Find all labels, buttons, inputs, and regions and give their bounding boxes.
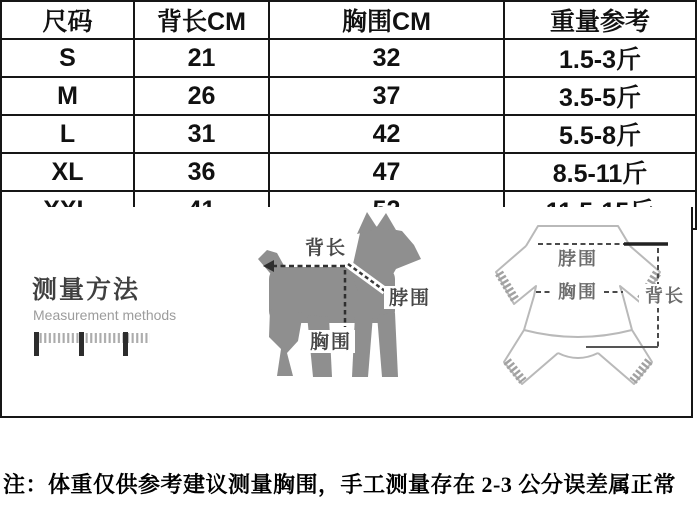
size-table [0, 0, 697, 230]
cell-weight: 3.5-5斤 [504, 77, 696, 115]
garment-chest-girth-label: 胸围 [558, 282, 598, 302]
cell-weight: 1.5-3斤 [504, 39, 696, 77]
table-row [1, 77, 696, 115]
cell-size: S [1, 39, 134, 77]
dog-diagram [255, 209, 455, 389]
header-chest: 胸围CM [269, 1, 504, 39]
table-row [1, 39, 696, 77]
garment-neck-girth-label: 脖围 [558, 249, 598, 269]
cell-chest: 47 [269, 153, 504, 191]
cell-chest: 42 [269, 115, 504, 153]
table-header-row [1, 1, 696, 39]
measurement-title: 测量方法 [32, 276, 141, 304]
dog-neck-girth-label: 脖围 [388, 288, 432, 309]
cell-size: L [1, 115, 134, 153]
cell-back-length: 31 [134, 115, 269, 153]
cell-chest: 32 [269, 39, 504, 77]
cell-size: M [1, 77, 134, 115]
header-back-length: 背长CM [134, 1, 269, 39]
garment-diagram [490, 212, 695, 392]
cell-back-length: 36 [134, 153, 269, 191]
dog-chest-girth-label: 胸围 [309, 332, 353, 353]
cell-back-length: 26 [134, 77, 269, 115]
cell-weight: 5.5-8斤 [504, 115, 696, 153]
garment-back-length-label: 背长 [645, 286, 685, 306]
dog-back-length-label: 背长 [304, 238, 348, 259]
measurement-panel [0, 207, 693, 418]
cell-size: XL [1, 153, 134, 191]
ruler-icon [34, 332, 152, 358]
cell-back-length: 21 [134, 39, 269, 77]
header-weight: 重量参考 [504, 1, 696, 39]
cell-weight: 8.5-11斤 [504, 153, 696, 191]
table-row [1, 115, 696, 153]
bottom-note: 注：体重仅供参考建议测量胸围，手工测量存在 2-3 公分误差属正常 [3, 472, 676, 497]
table-row [1, 153, 696, 191]
header-size: 尺码 [1, 1, 134, 39]
cell-chest: 37 [269, 77, 504, 115]
measurement-subtitle: Measurement methods [33, 307, 177, 323]
